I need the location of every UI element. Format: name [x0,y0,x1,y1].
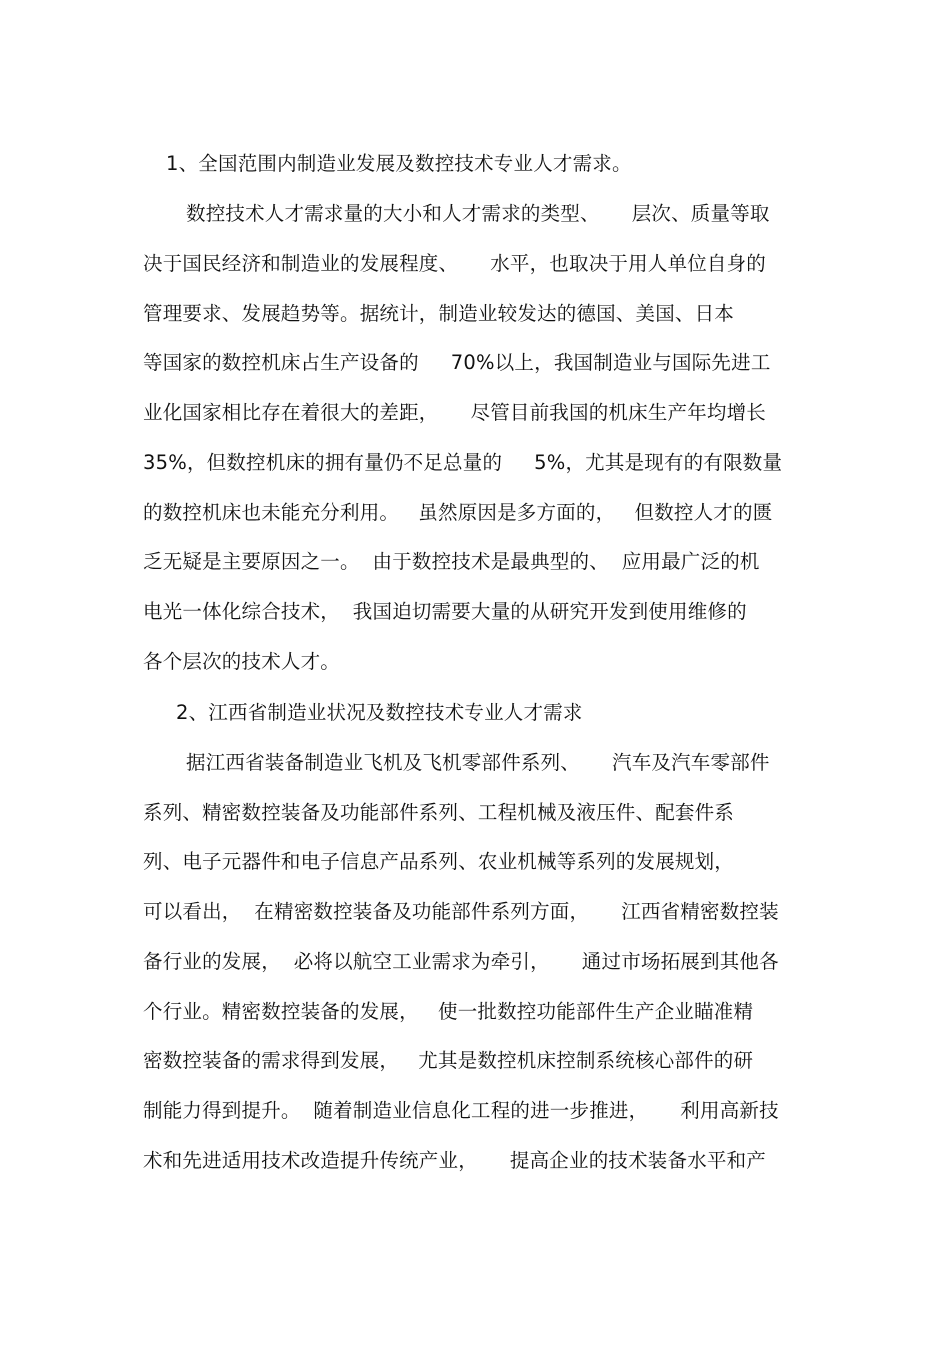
paragraph-line: 35%，但数控机床的拥有量仍不足总量的 5%，尤其是现有的有限数量 [143,451,783,474]
paragraph-line: 等国家的数控机床占生产设备的 70%以上，我国制造业与国际先进工 [143,351,771,374]
paragraph-line: 系列、精密数控装备及功能部件系列、工程机械及液压件、配套件系 [143,801,735,824]
paragraph-line: 业化国家相比存在着很大的差距， 尽管目前我国的机床生产年均增长 [143,401,766,424]
paragraph-line: 决于国民经济和制造业的发展程度、 水平，也取决于用人单位自身的 [143,252,766,275]
paragraph-line: 备行业的发展， 必将以航空工业需求为牵引， 通过市场拓展到其他各 [143,950,779,973]
paragraph-line: 术和先进适用技术改造提升传统产业， 提高企业的技术装备水平和产 [143,1149,766,1172]
section-1-heading: 1、全国范围内制造业发展及数控技术专业人才需求。 [166,152,632,175]
section-2-heading: 2、江西省制造业状况及数控技术专业人才需求 [176,701,583,724]
paragraph-line: 数控技术人才需求量的大小和人才需求的类型、 层次、质量等取 [186,202,770,225]
paragraph-line: 各个层次的技术人才。 [143,650,341,673]
paragraph-line: 乏无疑是主要原因之一。 由于数控技术是最典型的、 应用最广泛的机 [143,550,760,573]
paragraph-line: 管理要求、发展趋势等。据统计，制造业较发达的德国、美国、日本 [143,302,735,325]
paragraph-line: 列、电子元器件和电子信息产品系列、农业机械等系列的发展规划， [143,850,735,873]
paragraph-line: 据江西省装备制造业飞机及飞机零部件系列、 汽车及汽车零部件 [186,751,770,774]
paragraph-line: 个行业。精密数控装备的发展， 使一批数控功能部件生产企业瞄准精 [143,1000,754,1023]
paragraph-line: 制能力得到提升。 随着制造业信息化工程的进一步推进， 利用高新技 [143,1099,779,1122]
paragraph-line: 密数控装备的需求得到发展， 尤其是数控机床控制系统核心部件的研 [143,1049,754,1072]
paragraph-line: 可以看出， 在精密数控装备及功能部件系列方面， 江西省精密数控装 [143,900,779,923]
paragraph-line: 电光一体化综合技术， 我国迫切需要大量的从研究开发到使用维修的 [143,600,747,623]
paragraph-line: 的数控机床也未能充分利用。 虽然原因是多方面的， 但数控人才的匮 [143,501,773,524]
